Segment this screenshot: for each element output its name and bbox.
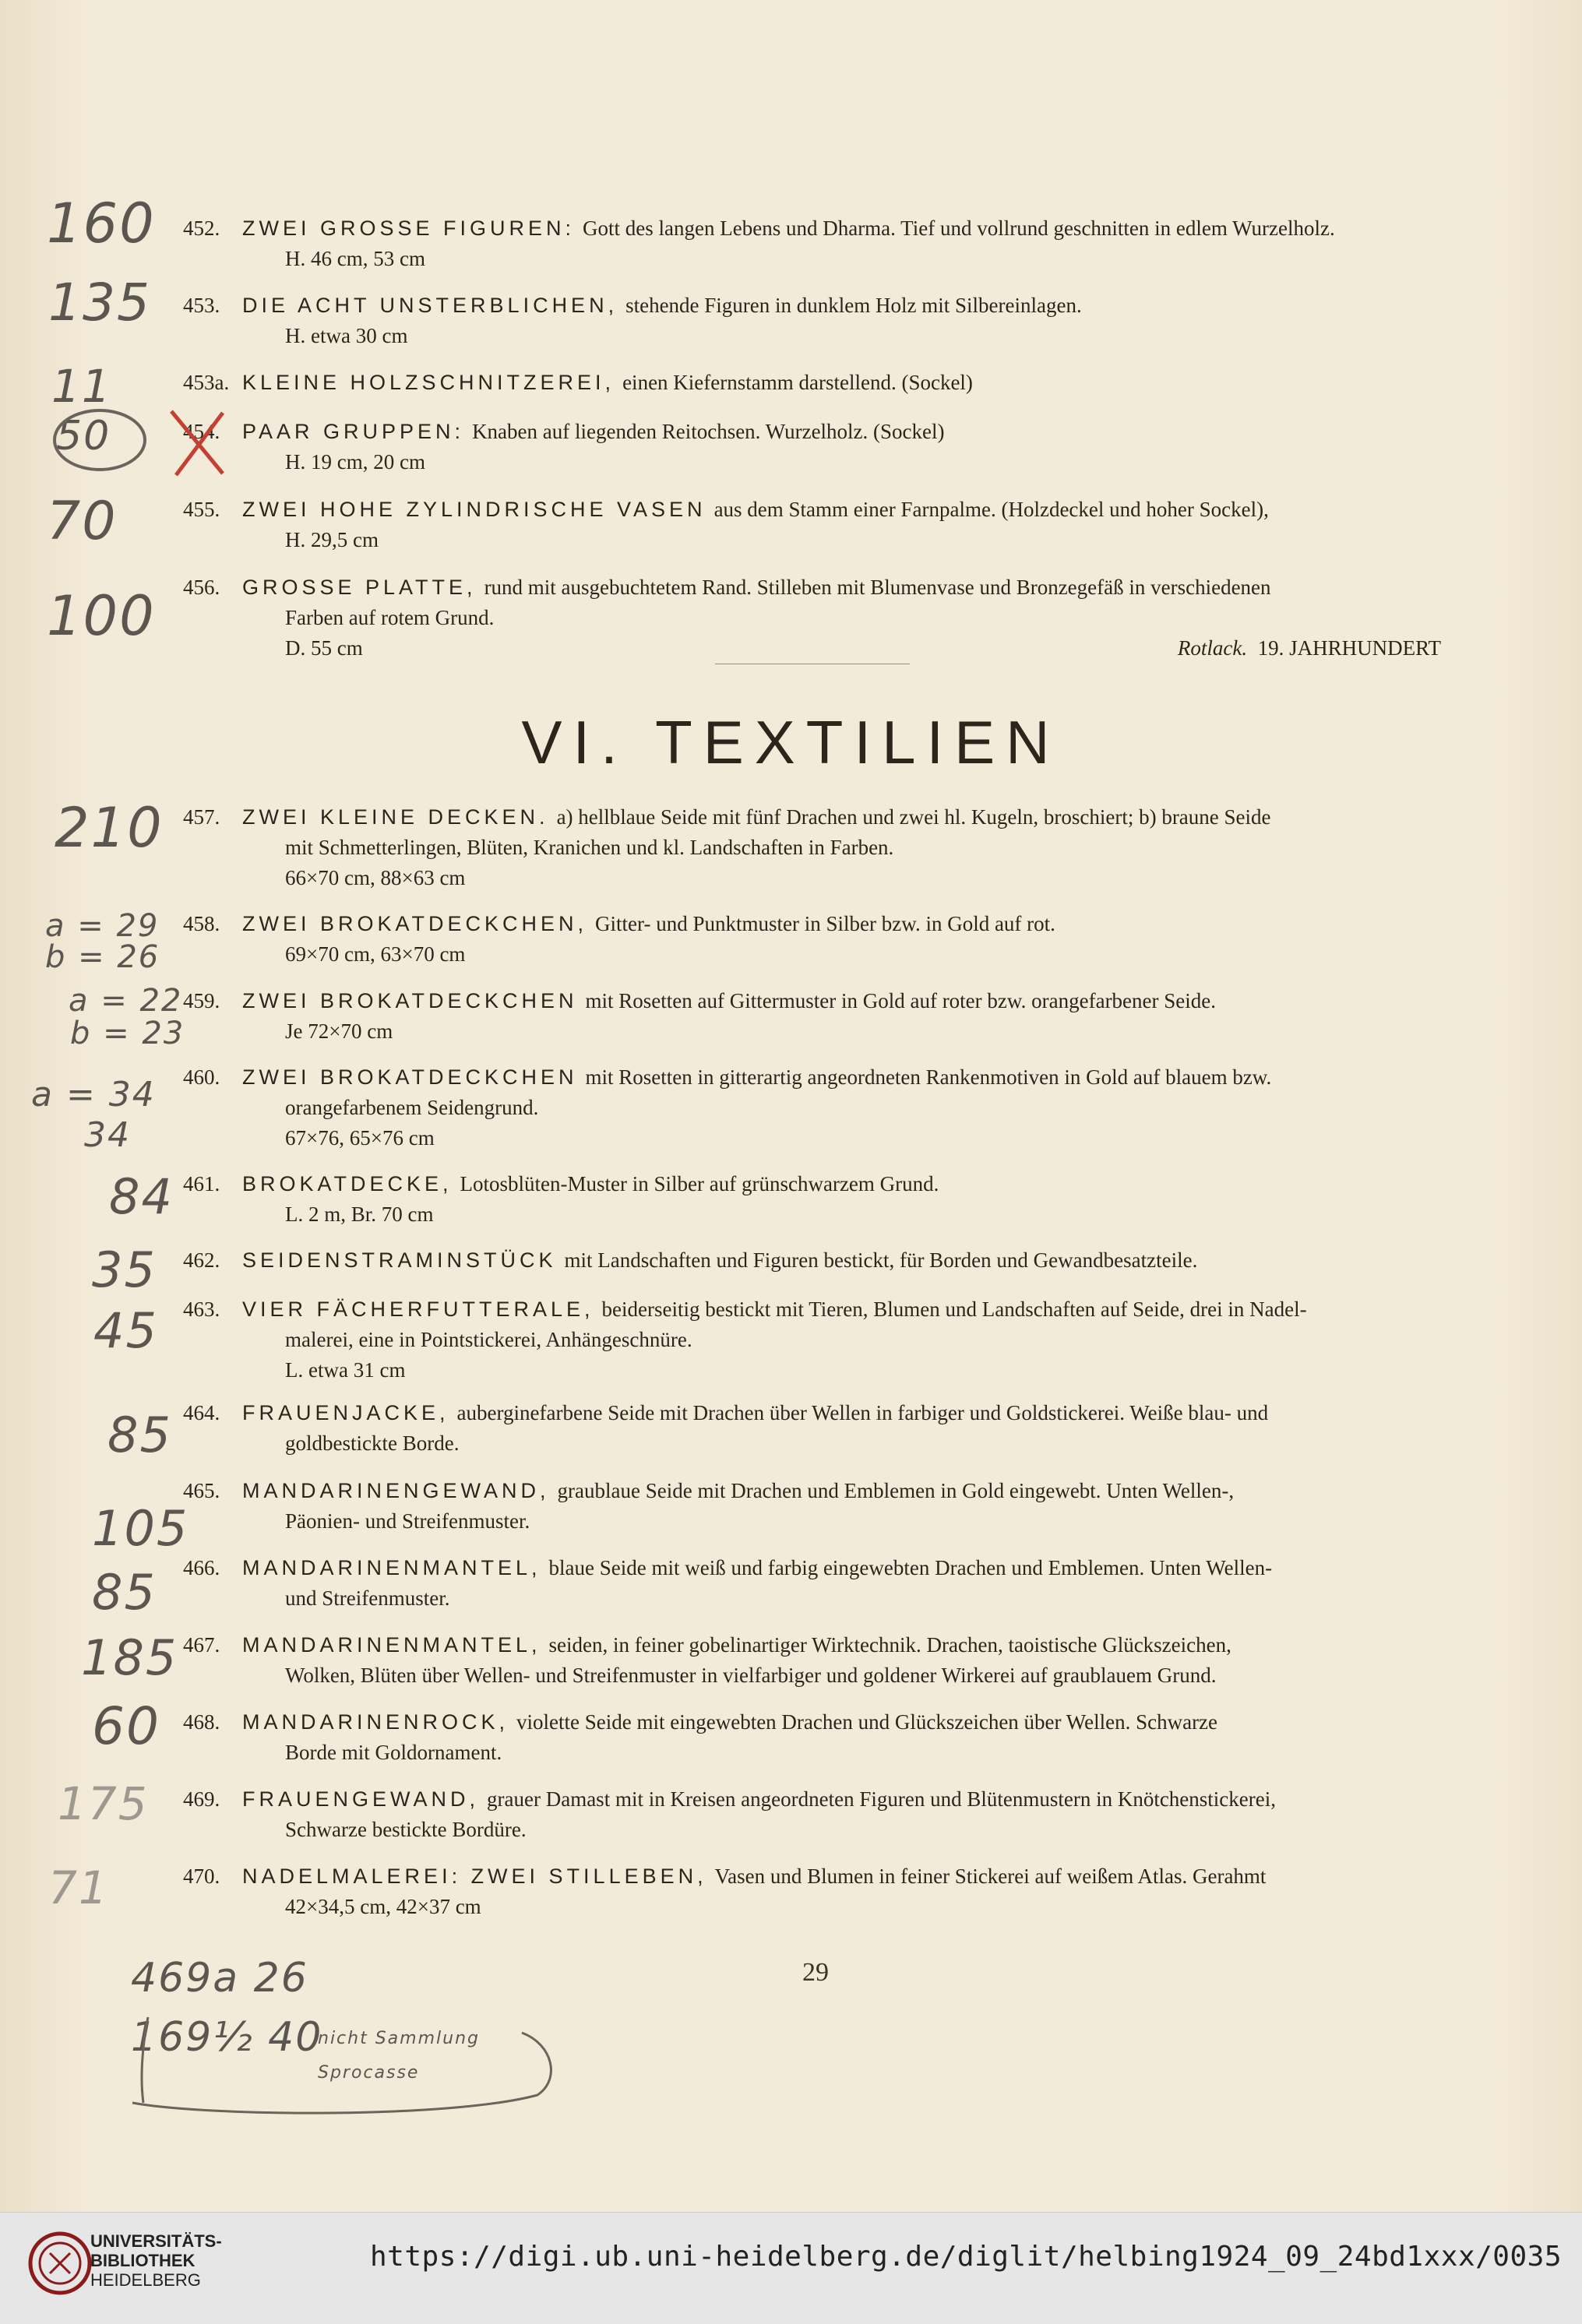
entry-464 xyxy=(183,1398,1441,1459)
entry-number: 457. xyxy=(183,805,220,829)
entry-number: 456. xyxy=(183,576,220,599)
entry-460 xyxy=(183,1062,1441,1153)
entry-number: 461. xyxy=(183,1172,220,1195)
entry-description: Gitter- und Punktmuster in Silber bzw. in Gold auf rot. xyxy=(595,912,1055,935)
entry-462 xyxy=(183,1245,1441,1276)
pencil-circle-mark xyxy=(37,405,240,479)
entry-dimensions: H. etwa 30 cm xyxy=(285,324,408,347)
entry-number: 467. xyxy=(183,1633,220,1657)
handwritten-price-456: 100 xyxy=(47,584,156,648)
handwritten-price-465: 105 xyxy=(92,1500,189,1557)
handwritten-price-459a: a = 22 xyxy=(69,983,183,1019)
entry-title: MANDARINENMANTEL, xyxy=(242,1633,541,1657)
entry-468 xyxy=(183,1707,1441,1768)
entry-dimensions: H. 29,5 cm xyxy=(285,528,379,551)
entry-dimensions: D. 55 cm xyxy=(285,636,363,660)
entry-dimensions: H. 46 cm, 53 cm xyxy=(285,247,425,270)
handwritten-price-453: 135 xyxy=(48,273,151,333)
university-seal-icon xyxy=(26,2230,93,2297)
entry-title: ZWEI KLEINE DECKEN. xyxy=(242,805,549,829)
entry-description: einen Kiefernstamm darstellend. (Sockel) xyxy=(622,371,973,394)
entry-description-continued: malerei, eine in Pointstickerei, Anhängeschnüre. xyxy=(285,1328,692,1351)
entry-467 xyxy=(183,1630,1441,1691)
entry-453a xyxy=(183,368,1441,398)
entry-title: MANDARINENMANTEL, xyxy=(242,1556,541,1579)
handwritten-price-457: 210 xyxy=(55,796,164,860)
handwritten-price-452: 160 xyxy=(47,192,156,255)
entry-463 xyxy=(183,1294,1441,1386)
entry-description: graublaue Seide mit Drachen und Emblemen in Gold eingewebt. Unten Wellen-, xyxy=(557,1479,1235,1502)
handwritten-price-460a: a = 34 xyxy=(31,1075,156,1114)
entry-title: NADELMALEREI: ZWEI STILLEBEN, xyxy=(242,1864,707,1888)
entry-description: mit Rosetten auf Gittermuster in Gold auf roter bzw. orangefarbener Seide. xyxy=(585,989,1217,1012)
entry-description: mit Rosetten in gitterartig angeordneten Rankenmotiven in Gold auf blauem bzw. xyxy=(585,1065,1272,1089)
entry-title: DIE ACHT UNSTERBLICHEN, xyxy=(242,294,618,317)
entry-number: 455. xyxy=(183,498,220,521)
entry-description-continued: Wolken, Blüten über Wellen- und Streifenmuster in vielfarbiger und goldener Wirkerei auf graublauem Grund. xyxy=(285,1664,1217,1687)
entry-description: Lotosblüten-Muster in Silber auf grünschwarzem Grund. xyxy=(460,1172,939,1195)
section-title: VI. TEXTILIEN xyxy=(521,708,1061,776)
entry-description: aus dem Stamm einer Farnpalme. (Holzdeckel und hoher Sockel), xyxy=(713,498,1269,521)
entry-title: FRAUENJACKE, xyxy=(242,1401,449,1424)
entry-number: 462. xyxy=(183,1248,220,1272)
library-footer-bar xyxy=(0,2212,1582,2324)
entry-description: rund mit ausgebuchtetem Rand. Stilleben mit Blumenvase und Bronzegefäß in verschiedenen xyxy=(484,576,1271,599)
entry-dimensions: 66×70 cm, 88×63 cm xyxy=(285,866,466,889)
entry-number: 464. xyxy=(183,1401,220,1424)
entry-number: 459. xyxy=(183,989,220,1012)
entry-title: PAAR GRUPPEN: xyxy=(242,420,465,443)
handwritten-bottom-note-1: 469a 26 xyxy=(131,1955,308,2002)
entry-461 xyxy=(183,1169,1441,1230)
entry-description: blaue Seide mit weiß und farbig eingewebten Drachen und Emblemen. Unten Wellen- xyxy=(548,1556,1273,1579)
entry-dimensions: Je 72×70 cm xyxy=(285,1019,393,1043)
entry-dimensions: L. etwa 31 cm xyxy=(285,1358,406,1382)
handwritten-price-464: 85 xyxy=(107,1407,172,1463)
entry-number: 453. xyxy=(183,294,220,317)
entry-454 xyxy=(183,417,1441,477)
handwritten-bottom-note-2: 169½ 40 xyxy=(131,2014,323,2061)
entry-466 xyxy=(183,1553,1441,1614)
entry-description: stehende Figuren in dunklem Holz mit Silbereinlagen. xyxy=(625,294,1082,317)
entry-470 xyxy=(183,1861,1441,1922)
entry-technique: Rotlack. xyxy=(1177,636,1248,660)
entry-description: grauer Damast mit in Kreisen angeordneten Figuren und Blütenmustern in Knötchenstickerei, xyxy=(487,1787,1276,1811)
page-number: 29 xyxy=(802,1958,829,1987)
entry-title: BROKATDECKE, xyxy=(242,1172,453,1195)
entry-452 xyxy=(183,213,1441,274)
handwritten-price-461: 84 xyxy=(109,1168,174,1225)
pencil-bracket-mark xyxy=(117,2002,561,2126)
entry-457 xyxy=(183,802,1441,893)
entry-title: MANDARINENGEWAND, xyxy=(242,1479,550,1502)
entry-number: 453a. xyxy=(183,371,230,394)
entry-dimensions: L. 2 m, Br. 70 cm xyxy=(285,1202,434,1226)
handwritten-price-453a: 11 xyxy=(51,360,112,413)
entry-description: mit Landschaften und Figuren bestickt, für Borden und Gewandbesatzteile. xyxy=(564,1248,1198,1272)
handwritten-price-470: 71 xyxy=(48,1861,109,1914)
entry-title: MANDARINENROCK, xyxy=(242,1710,509,1734)
entry-description: a) hellblaue Seide mit fünf Drachen und zwei hl. Kugeln, broschiert; b) braune Seide xyxy=(556,805,1271,829)
entry-description: Gott des langen Lebens und Dharma. Tief und vollrund geschnitten in edlem Wurzelholz. xyxy=(583,217,1335,240)
institution-name: UNIVERSITÄTS- BIBLIOTHEK HEIDELBERG xyxy=(90,2231,222,2290)
entry-dimensions: 42×34,5 cm, 42×37 cm xyxy=(285,1895,481,1918)
entry-number: 454. xyxy=(183,420,220,443)
entry-title: SEIDENSTRAMINSTÜCK xyxy=(242,1248,557,1272)
handwritten-price-458b: b = 26 xyxy=(45,939,160,975)
source-url-link[interactable]: https://digi.ub.uni-heidelberg.de/diglit/helbing1924_09_24bd1xxx/0035 xyxy=(370,2241,1562,2273)
entry-number: 469. xyxy=(183,1787,220,1811)
entry-title: KLEINE HOLZSCHNITZEREI, xyxy=(242,371,615,394)
entry-dimensions: 67×76, 65×76 cm xyxy=(285,1126,435,1150)
handwritten-bottom-note-3: nicht Sammlung Sprocasse xyxy=(318,2029,480,2083)
entry-title: ZWEI BROKATDECKCHEN xyxy=(242,1065,578,1089)
entry-dimensions: 69×70 cm, 63×70 cm xyxy=(285,942,466,966)
entry-description: violette Seide mit eingewebten Drachen und Glückszeichen über Wellen. Schwarze xyxy=(516,1710,1218,1734)
entry-number: 458. xyxy=(183,912,220,935)
entry-455 xyxy=(183,495,1441,555)
entry-number: 468. xyxy=(183,1710,220,1734)
entry-453 xyxy=(183,290,1441,351)
handwritten-price-454: 50 xyxy=(56,413,111,460)
handwritten-price-460b: 34 xyxy=(84,1115,131,1155)
entry-title: GROSSE PLATTE, xyxy=(242,576,477,599)
handwritten-price-463: 45 xyxy=(93,1302,158,1359)
entry-dimensions: H. 19 cm, 20 cm xyxy=(285,450,425,474)
handwritten-price-469: 175 xyxy=(58,1777,149,1830)
entry-date: 19. JAHRHUNDERT xyxy=(1257,636,1441,660)
entry-description-continued: Päonien- und Streifenmuster. xyxy=(285,1509,530,1533)
entry-number: 470. xyxy=(183,1864,220,1888)
entry-title: ZWEI BROKATDECKCHEN, xyxy=(242,912,588,935)
entry-description: Vasen und Blumen in feiner Stickerei auf weißem Atlas. Gerahmt xyxy=(714,1864,1267,1888)
entry-description-continued: mit Schmetterlingen, Blüten, Kranichen und kl. Landschaften in Farben. xyxy=(285,836,894,859)
entry-number: 465. xyxy=(183,1479,220,1502)
handwritten-price-468: 60 xyxy=(92,1696,160,1756)
entry-number: 452. xyxy=(183,217,220,240)
entry-description: seiden, in feiner gobelinartiger Wirktechnik. Drachen, taoistische Glückszeichen, xyxy=(548,1633,1231,1657)
handwritten-price-462: 35 xyxy=(92,1241,157,1298)
entry-469 xyxy=(183,1784,1441,1845)
entry-459 xyxy=(183,986,1441,1047)
handwritten-price-458a: a = 29 xyxy=(45,908,160,944)
entry-456 xyxy=(183,572,1441,664)
entry-description-continued: orangefarbenem Seidengrund. xyxy=(285,1096,539,1119)
entry-description-continued: Schwarze bestickte Bordüre. xyxy=(285,1818,527,1841)
entry-description: auberginefarbene Seide mit Drachen über Wellen in farbiger und Goldstickerei. Weiße blau- und xyxy=(456,1401,1269,1424)
entry-description-continued: Borde mit Goldornament. xyxy=(285,1741,502,1764)
entry-description-continued: und Streifenmuster. xyxy=(285,1586,450,1610)
entry-title: ZWEI BROKATDECKCHEN xyxy=(242,989,578,1012)
entry-description-continued: goldbestickte Borde. xyxy=(285,1431,460,1455)
entry-description-continued: Farben auf rotem Grund. xyxy=(285,606,495,629)
entry-title: ZWEI HOHE ZYLINDRISCHE VASEN xyxy=(242,498,706,521)
handwritten-price-459b: b = 23 xyxy=(70,1016,185,1051)
handwritten-price-455: 70 xyxy=(47,491,118,552)
entry-description: Knaben auf liegenden Reitochsen. Wurzelholz. (Sockel) xyxy=(472,420,945,443)
handwritten-price-467: 185 xyxy=(81,1629,178,1686)
entry-458 xyxy=(183,909,1441,970)
entry-number: 460. xyxy=(183,1065,220,1089)
entry-465 xyxy=(183,1476,1441,1537)
entry-title: VIER FÄCHERFUTTERALE, xyxy=(242,1298,594,1321)
entry-title: ZWEI GROSSE FIGUREN: xyxy=(242,217,576,240)
entry-description: beiderseitig bestickt mit Tieren, Blumen und Landschaften auf Seide, drei in Nadel- xyxy=(601,1298,1307,1321)
entry-number: 463. xyxy=(183,1298,220,1321)
handwritten-price-466: 85 xyxy=(92,1564,157,1621)
entry-title: FRAUENGEWAND, xyxy=(242,1787,480,1811)
entry-number: 466. xyxy=(183,1556,220,1579)
